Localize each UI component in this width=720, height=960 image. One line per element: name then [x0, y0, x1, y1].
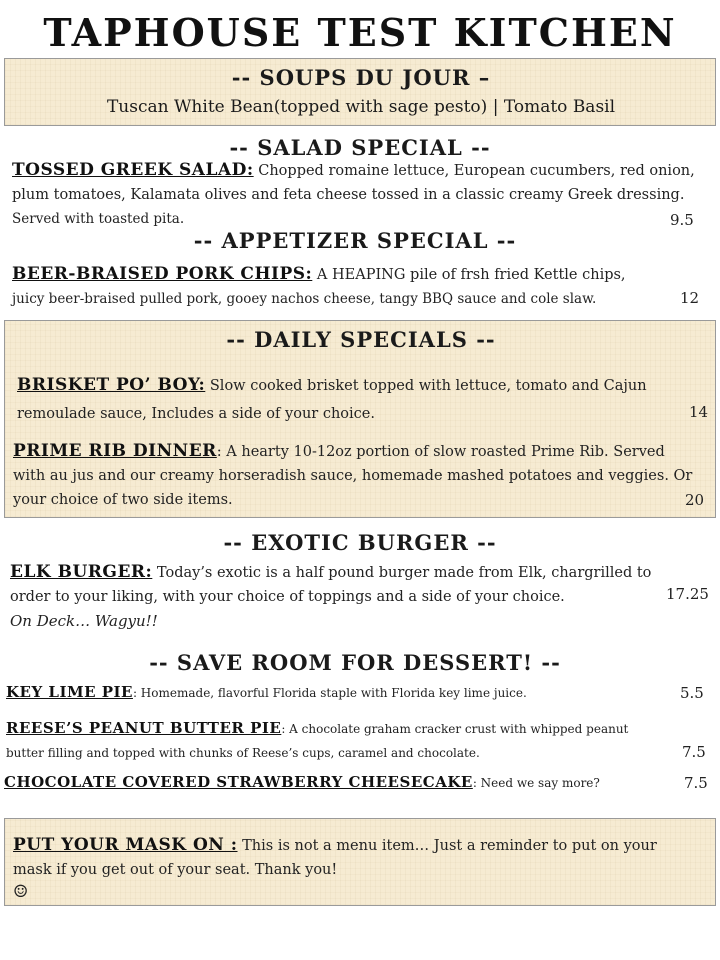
- soups-text: Tuscan White Bean(topped with sage pesto) | Tomato Basil: [106, 97, 616, 117]
- daily-heading: -- DAILY SPECIALS --: [226, 327, 496, 352]
- daily-item-desc-1: Slow cooked brisket topped with lettuce, tomato and Cajun: [205, 378, 647, 394]
- smiley-icon: ☺: [13, 882, 29, 902]
- salad-item-name: TOSSED GREEK SALAD:: [12, 160, 254, 180]
- dessert-item-name: CHOCOLATE COVERED STRAWBERRY CHEESECAKE: [4, 773, 473, 791]
- daily-item-name: PRIME RIB DINNER: [13, 441, 217, 461]
- appetizer-item: [12, 262, 712, 311]
- burger-item-name: ELK BURGER:: [10, 562, 153, 582]
- dessert-item-desc-1: : A chocolate graham cracker crust with whipped peanut: [281, 722, 629, 736]
- salad-item: [12, 158, 712, 231]
- burger-item-desc-1: Today’s exotic is a half pound burger made from Elk, chargrilled to: [152, 565, 652, 581]
- page-title: TAPHOUSE TEST KITCHEN: [43, 10, 677, 55]
- appetizer-price: 12: [680, 289, 700, 307]
- salad-item-desc-3: Served with toasted pita.: [12, 211, 185, 227]
- salad-heading: -- SALAD SPECIAL --: [229, 135, 491, 160]
- burger-item: [10, 560, 710, 633]
- dessert-item-name: REESE’S PEANUT BUTTER PIE: [6, 719, 282, 737]
- daily-item-name: BRISKET PO’ BOY:: [17, 375, 206, 395]
- dessert-item-desc-1: : Need we say more?: [472, 776, 600, 790]
- appetizer-item-name: BEER-BRAISED PORK CHIPS:: [12, 264, 313, 284]
- salad-item-desc-2: plum tomatoes, Kalamata olives and feta cheese tossed in a classic creamy Greek dressing.: [12, 187, 685, 203]
- appetizer-item-desc-2: juicy beer-braised pulled pork, gooey nachos cheese, tangy BBQ sauce and cole slaw.: [12, 291, 597, 307]
- dessert-item-desc-2: butter filling and topped with chunks of Reese’s cups, caramel and chocolate.: [6, 746, 480, 760]
- burger-item-desc-2: order to your liking, with your choice of toppings and a side of your choice.: [10, 589, 565, 605]
- daily-specials-box: [4, 320, 716, 518]
- mask-reminder-desc-2: mask if you get out of your seat. Thank you!: [13, 862, 338, 878]
- dessert-item: [6, 680, 666, 705]
- daily-item-desc-2: with au jus and our creamy horseradish sauce, homemade mashed potatoes and veggies. Or: [13, 468, 693, 484]
- daily-item-desc-3: your choice of two side items.: [13, 492, 233, 508]
- dessert-item-desc-1: : Homemade, flavorful Florida staple with Florida key lime juice.: [132, 686, 527, 700]
- burger-heading: -- EXOTIC BURGER --: [223, 530, 497, 555]
- burger-price: 17.25: [666, 585, 709, 603]
- dessert-item-name: KEY LIME PIE: [6, 683, 133, 701]
- daily-item: [13, 439, 709, 512]
- dessert-heading: -- SAVE ROOM FOR DESSERT! --: [149, 650, 561, 675]
- soups-box: [4, 58, 716, 126]
- mask-reminder-box: [4, 818, 716, 906]
- on-deck-note: On Deck… Wagyu!!: [10, 612, 158, 630]
- salad-price: 9.5: [670, 211, 694, 229]
- soups-heading: -- SOUPS DU JOUR –: [231, 65, 491, 90]
- dessert-item-price: 5.5: [680, 684, 704, 702]
- dessert-item: [6, 716, 686, 765]
- dessert-item-price: 7.5: [682, 743, 706, 761]
- daily-item-desc-1: : A hearty 10-12oz portion of slow roasted Prime Rib. Served: [216, 444, 665, 460]
- daily-item-price: 14: [689, 403, 709, 421]
- mask-reminder-name: PUT YOUR MASK ON :: [13, 835, 238, 855]
- dessert-item-price: 7.5: [684, 774, 708, 792]
- appetizer-heading: -- APPETIZER SPECIAL --: [193, 228, 517, 253]
- daily-item-desc-2: remoulade sauce, Includes a side of your choice.: [17, 406, 375, 422]
- daily-item: [17, 373, 707, 426]
- mask-reminder-desc-1: This is not a menu item… Just a reminder to put on your: [237, 838, 657, 854]
- appetizer-item-desc-1: A HEAPING pile of frsh fried Kettle chips,: [312, 267, 626, 283]
- dessert-item: [4, 770, 684, 795]
- daily-item-price: 20: [685, 491, 705, 509]
- salad-item-desc-1: Chopped romaine lettuce, European cucumbers, red onion,: [253, 163, 695, 179]
- mask-reminder: [13, 833, 709, 902]
